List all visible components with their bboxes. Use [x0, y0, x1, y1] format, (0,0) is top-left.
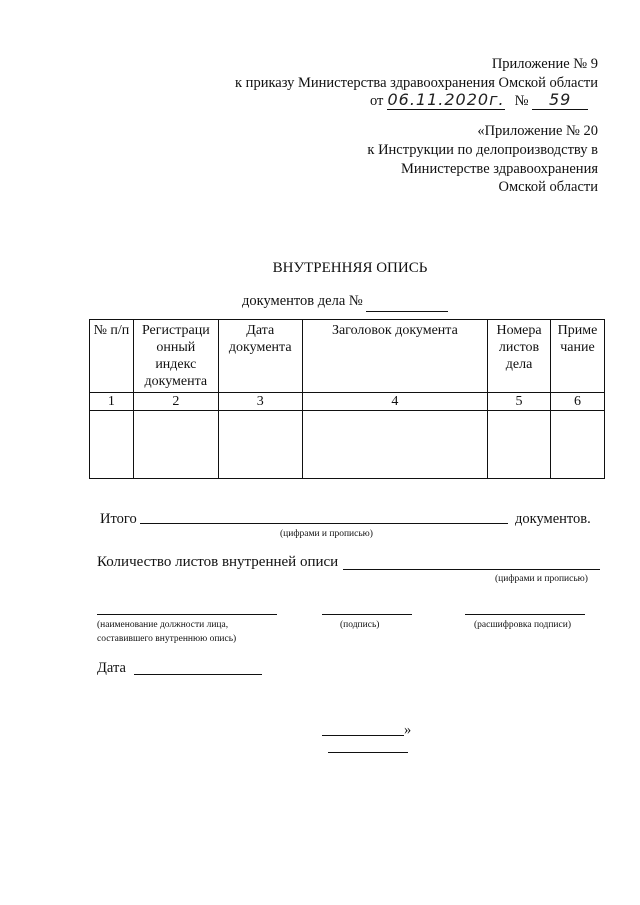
empty-cell [133, 411, 218, 479]
total-suffix: документов. [515, 511, 591, 527]
header-cell-number: № п/п [90, 320, 134, 393]
header-cell-note: Приме чание [551, 320, 605, 393]
instruction-line-4: Омской области [498, 179, 598, 195]
case-number-blank [366, 292, 448, 312]
signature-hint: (подпись) [340, 620, 380, 630]
header-cell-reg-index: Регистраци онный индекс документа [133, 320, 218, 393]
subtitle [242, 292, 448, 312]
handwritten-date: 06.11.2020г. [387, 90, 505, 109]
header-cell-date: Дата документа [218, 320, 302, 393]
subtitle-text: документов дела № [242, 293, 363, 309]
sheets-blank [343, 569, 600, 570]
empty-cell [90, 411, 134, 479]
position-hint-1: (наименование должности лица, [97, 620, 229, 630]
total-hint: (цифрами и прописью) [280, 529, 373, 539]
column-number: 6 [551, 393, 605, 411]
header-cell-sheets: Номера листов дела [488, 320, 551, 393]
closing-quote: » [404, 722, 412, 738]
number-label: № [514, 93, 529, 109]
column-number: 2 [133, 393, 218, 411]
table-number-row [90, 393, 605, 411]
empty-cell [488, 411, 551, 479]
inventory-table [89, 319, 605, 479]
empty-cell [218, 411, 302, 479]
total-blank [140, 523, 508, 524]
order-date-number [370, 90, 600, 112]
instruction-line-2: к Инструкции по делопроизводству в [367, 142, 598, 158]
decode-hint: (расшифровка подписи) [474, 620, 571, 630]
table-header-row [90, 320, 605, 393]
position-hint-2: составившего внутреннюю опись) [97, 634, 237, 644]
column-number: 5 [488, 393, 551, 411]
instruction-line-3: Министерстве здравоохранения [401, 161, 598, 177]
total-label: Итого [100, 511, 137, 527]
handwritten-number: 59 [532, 90, 588, 110]
table-empty-row [90, 411, 605, 479]
page-title: ВНУТРЕННЯЯ ОПИСЬ [272, 260, 428, 276]
instruction-line-1: «Приложение № 20 [477, 123, 598, 139]
signature-blank [322, 614, 412, 615]
column-number: 1 [90, 393, 134, 411]
column-number: 4 [302, 393, 487, 411]
order-reference: к приказу Министерства здравоохранения Омской области [235, 75, 598, 91]
from-label: от [370, 93, 384, 109]
empty-cell [551, 411, 605, 479]
date-label: Дата [97, 660, 126, 676]
decode-blank [465, 614, 585, 615]
closing-blank-2 [328, 752, 408, 753]
column-number: 3 [218, 393, 302, 411]
date-blank [134, 674, 262, 675]
empty-cell [302, 411, 487, 479]
header-cell-title: Заголовок документа [302, 320, 487, 393]
sheets-hint: (цифрами и прописью) [495, 574, 588, 584]
position-blank [97, 614, 277, 615]
closing-blank-1 [322, 735, 404, 736]
sheets-label: Количество листов внутренней описи [97, 554, 339, 570]
appendix-number: Приложение № 9 [491, 56, 598, 72]
